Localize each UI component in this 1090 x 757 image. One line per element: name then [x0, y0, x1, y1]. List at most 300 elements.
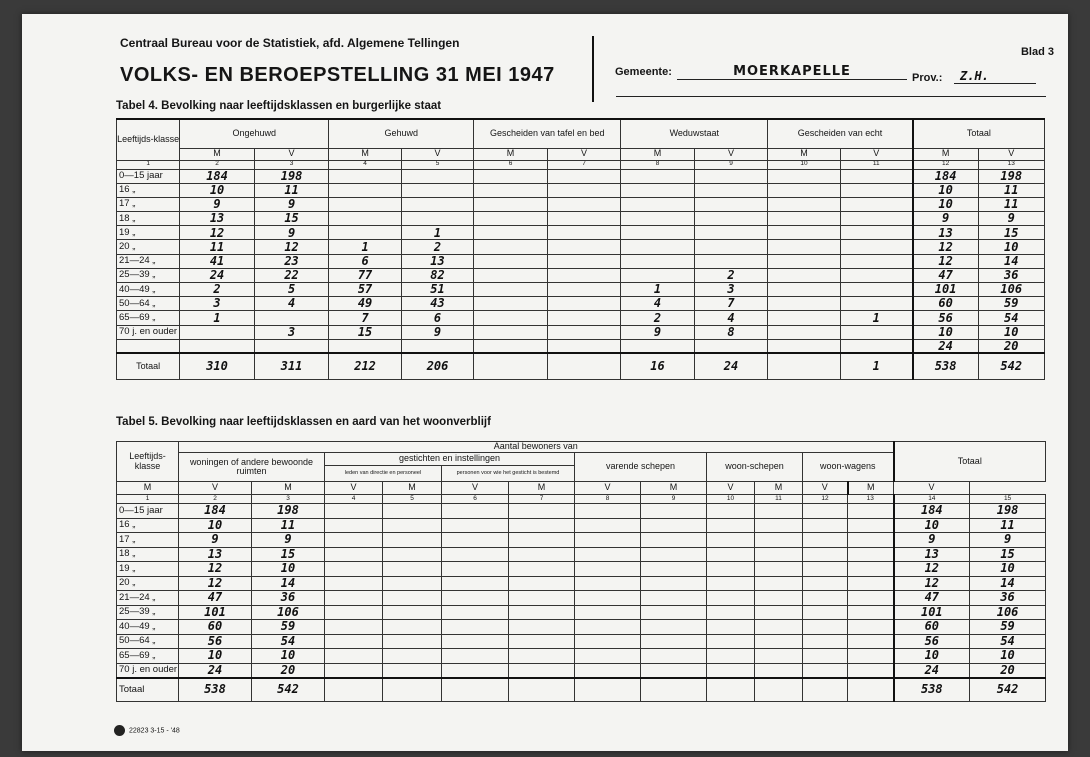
t5-cell — [442, 576, 509, 591]
t4-cell — [474, 339, 548, 353]
t4-cell — [547, 254, 621, 268]
t4-group-totaal: Totaal — [913, 119, 1045, 148]
t5-column-number: 9 — [641, 495, 707, 504]
t5-cell — [509, 663, 575, 678]
t4-age-label: 40—49 „ — [117, 283, 180, 297]
table-row — [117, 183, 1045, 197]
t4-age-label: 25—39 „ — [117, 268, 180, 282]
table-row — [117, 169, 1045, 183]
t5-cell — [383, 634, 442, 649]
t4-age-label: 16 „ — [117, 183, 180, 197]
t5-cell — [575, 518, 641, 533]
t4-cell — [840, 169, 912, 183]
t5-m: M — [509, 482, 575, 495]
table-row — [117, 634, 1046, 649]
t4-total-cell: 1 — [840, 353, 912, 379]
t5-cell — [509, 533, 575, 548]
t4-cell — [840, 283, 912, 297]
t5-cell — [383, 504, 442, 519]
t4-column-number: 1 — [117, 160, 180, 169]
t5-age-label: 40—49 „ — [117, 620, 179, 635]
t5-cell — [325, 620, 383, 635]
t5-cell — [442, 591, 509, 606]
t5-cell — [641, 620, 707, 635]
t4-cell: 9 — [180, 197, 255, 211]
t4-cell: 184 — [913, 169, 978, 183]
t5-cell — [575, 547, 641, 562]
t5-cell: 11 — [252, 518, 325, 533]
t5-total-cell — [575, 678, 641, 702]
t5-cell — [755, 533, 803, 548]
t5-cell: 12 — [894, 562, 970, 577]
t5-cell — [383, 562, 442, 577]
t4-cell — [621, 183, 695, 197]
t5-total-cell — [509, 678, 575, 702]
t5-total-cell: 538 — [179, 678, 252, 702]
t4-column-number: 2 — [180, 160, 255, 169]
t4-cell — [621, 268, 695, 282]
t5-cell: 184 — [894, 504, 970, 519]
t4-column-number: 12 — [913, 160, 978, 169]
t5-cell — [641, 649, 707, 664]
t5-column-number: 7 — [509, 495, 575, 504]
total-row — [117, 353, 1045, 379]
t4-cell: 5 — [254, 283, 329, 297]
t5-total-cell: 542 — [252, 678, 325, 702]
t5-cell — [641, 504, 707, 519]
t5-group-woonwagens: woon-wagens — [803, 453, 894, 482]
t5-cell — [325, 634, 383, 649]
t5-v: V — [894, 482, 970, 495]
t4-m: M — [180, 148, 255, 160]
t4-total-cell: 311 — [254, 353, 329, 379]
t5-age-label: 25—39 „ — [117, 605, 179, 620]
t4-cell: 2 — [401, 240, 473, 254]
t5-cell — [442, 663, 509, 678]
t5-cell: 24 — [179, 663, 252, 678]
t4-cell: 3 — [694, 283, 768, 297]
print-code-text: 22823 3-15 - '48 — [129, 727, 180, 735]
t5-cell: 198 — [252, 504, 325, 519]
t4-cell — [329, 169, 401, 183]
t4-cell: 106 — [978, 283, 1044, 297]
t5-cell — [442, 533, 509, 548]
t5-group-woningen: woningen of andere bewoonde ruimten — [179, 453, 325, 482]
t5-cell: 12 — [179, 576, 252, 591]
t4-cell: 57 — [329, 283, 401, 297]
t5-cell: 20 — [970, 663, 1046, 678]
t4-age-label: 19 „ — [117, 226, 180, 240]
t5-cell — [575, 591, 641, 606]
t4-total-cell — [474, 353, 548, 379]
t4-v: V — [840, 148, 912, 160]
t4-m: M — [768, 148, 840, 160]
t4-total-cell: 212 — [329, 353, 401, 379]
t5-cell — [442, 547, 509, 562]
t5-cell: 13 — [894, 547, 970, 562]
t4-total-cell: 206 — [401, 353, 473, 379]
t4-cell — [621, 240, 695, 254]
t5-cell: 10 — [252, 562, 325, 577]
t5-sub-bestemd: personen voor wie het gesticht is bestemd — [442, 466, 575, 482]
t4-cell — [180, 339, 255, 353]
t5-cell: 101 — [894, 605, 970, 620]
t4-cell: 24 — [913, 339, 978, 353]
t5-total-cell — [707, 678, 755, 702]
t5-group-totaal: Totaal — [894, 442, 1046, 482]
t5-cell — [641, 663, 707, 678]
t4-cell — [768, 339, 840, 353]
t4-cell: 9 — [401, 325, 473, 339]
t5-cell — [803, 649, 848, 664]
t5-cell — [325, 663, 383, 678]
t4-cell: 198 — [254, 169, 329, 183]
t5-cell — [575, 634, 641, 649]
t5-cell: 9 — [252, 533, 325, 548]
t5-cell — [442, 562, 509, 577]
t4-cell: 24 — [180, 268, 255, 282]
t4-cell: 184 — [180, 169, 255, 183]
t5-cell — [803, 576, 848, 591]
province-field[interactable]: Z.H. — [954, 69, 1036, 84]
t5-cell — [848, 562, 894, 577]
gemeente-label: Gemeente: — [615, 66, 672, 78]
t4-cell — [474, 240, 548, 254]
t5-cell — [575, 576, 641, 591]
t5-cell: 198 — [970, 504, 1046, 519]
t4-cell — [768, 169, 840, 183]
table-row — [117, 311, 1045, 325]
t4-column-number: 10 — [768, 160, 840, 169]
t5-age-label: 19 „ — [117, 562, 179, 577]
t4-cell — [474, 226, 548, 240]
t5-cell: 54 — [252, 634, 325, 649]
t4-age-label: 70 j. en ouder — [117, 325, 180, 339]
table-row — [117, 547, 1046, 562]
t4-cell: 15 — [254, 212, 329, 226]
t5-age-header: Leeftijds-klasse — [117, 442, 179, 482]
t5-cell — [803, 562, 848, 577]
t5-cell — [383, 649, 442, 664]
t5-cell — [641, 518, 707, 533]
t4-cell — [840, 240, 912, 254]
t4-m: M — [913, 148, 978, 160]
t4-cell — [621, 339, 695, 353]
t4-age-label — [117, 339, 180, 353]
t4-cell — [180, 325, 255, 339]
table-row — [117, 339, 1045, 353]
t4-m: M — [329, 148, 401, 160]
t5-column-number: 12 — [803, 495, 848, 504]
t5-m: M — [252, 482, 325, 495]
t4-cell: 101 — [913, 283, 978, 297]
t4-group-gescheiden-echt: Gescheiden van echt — [768, 119, 913, 148]
t4-cell: 4 — [694, 311, 768, 325]
t5-cell — [442, 634, 509, 649]
t4-cell — [768, 226, 840, 240]
t4-cell: 1 — [329, 240, 401, 254]
t4-cell — [547, 240, 621, 254]
form-title: VOLKS- EN BEROEPSTELLING 31 MEI 1947 — [120, 64, 555, 86]
t4-cell: 11 — [978, 183, 1044, 197]
t5-cell — [509, 504, 575, 519]
t4-cell: 1 — [180, 311, 255, 325]
t4-cell: 20 — [978, 339, 1044, 353]
t5-cell — [803, 533, 848, 548]
t5-cell — [755, 649, 803, 664]
t4-cell: 12 — [913, 254, 978, 268]
t4-cell: 12 — [913, 240, 978, 254]
t4-cell: 12 — [180, 226, 255, 240]
t4-cell: 6 — [401, 311, 473, 325]
t5-cell — [803, 547, 848, 562]
t5-cell: 15 — [970, 547, 1046, 562]
t5-total-cell — [442, 678, 509, 702]
t4-cell — [547, 226, 621, 240]
t4-cell — [621, 226, 695, 240]
table-row — [117, 504, 1046, 519]
t5-total-cell — [848, 678, 894, 702]
t4-m: M — [621, 148, 695, 160]
t5-cell — [509, 649, 575, 664]
t4-cell: 4 — [254, 297, 329, 311]
t4-cell: 36 — [978, 268, 1044, 282]
t4-cell — [401, 212, 473, 226]
t4-total-label: Totaal — [117, 353, 180, 379]
t5-v: V — [442, 482, 509, 495]
t5-cell: 59 — [252, 620, 325, 635]
t4-cell — [547, 197, 621, 211]
t4-cell — [474, 183, 548, 197]
t4-age-label: 65—69 „ — [117, 311, 180, 325]
t4-v: V — [978, 148, 1044, 160]
t5-column-number: 2 — [179, 495, 252, 504]
t5-m: M — [383, 482, 442, 495]
t5-column-number: 5 — [383, 495, 442, 504]
t5-cell — [707, 591, 755, 606]
t4-cell — [768, 297, 840, 311]
t5-cell: 184 — [179, 504, 252, 519]
t4-cell — [547, 212, 621, 226]
t4-column-number: 4 — [329, 160, 401, 169]
t5-cell — [755, 518, 803, 533]
t5-cell — [325, 562, 383, 577]
t5-v: V — [707, 482, 755, 495]
table-row — [117, 240, 1045, 254]
t5-cell — [707, 620, 755, 635]
t5-total-cell: 538 — [894, 678, 970, 702]
t5-cell — [509, 547, 575, 562]
t4-cell — [474, 297, 548, 311]
t5-cell: 14 — [252, 576, 325, 591]
t5-cell — [383, 576, 442, 591]
t5-cell — [575, 504, 641, 519]
t4-cell: 11 — [180, 240, 255, 254]
t4-cell — [694, 226, 768, 240]
gemeente-field[interactable]: MOERKAPELLE — [677, 64, 907, 80]
t4-cell — [474, 212, 548, 226]
t4-cell: 7 — [694, 297, 768, 311]
t4-cell: 56 — [913, 311, 978, 325]
t5-cell: 101 — [179, 605, 252, 620]
t4-cell: 51 — [401, 283, 473, 297]
t4-cell — [329, 212, 401, 226]
t4-cell: 12 — [254, 240, 329, 254]
t4-cell — [840, 339, 912, 353]
t4-cell: 11 — [978, 197, 1044, 211]
t4-cell: 13 — [913, 226, 978, 240]
t4-cell — [768, 183, 840, 197]
t5-cell — [641, 634, 707, 649]
t4-cell: 10 — [913, 325, 978, 339]
t5-cell — [707, 605, 755, 620]
t4-cell — [401, 197, 473, 211]
t5-total-cell: 542 — [970, 678, 1046, 702]
t5-cell — [803, 634, 848, 649]
t4-cell — [768, 197, 840, 211]
t4-cell: 77 — [329, 268, 401, 282]
t4-cell — [474, 325, 548, 339]
t5-column-number: 11 — [755, 495, 803, 504]
t5-cell — [803, 620, 848, 635]
t5-cell — [755, 591, 803, 606]
table5-title: Tabel 5. Bevolking naar leeftijdsklassen en aard van het woonverblijf — [116, 416, 491, 428]
t4-cell — [694, 254, 768, 268]
t5-total-cell — [803, 678, 848, 702]
t5-cell: 36 — [252, 591, 325, 606]
t5-cell — [509, 620, 575, 635]
t5-cell: 10 — [970, 649, 1046, 664]
t4-v: V — [547, 148, 621, 160]
t5-cell — [707, 504, 755, 519]
t5-cell — [383, 518, 442, 533]
t5-age-label: 18 „ — [117, 547, 179, 562]
t4-cell — [768, 283, 840, 297]
t4-total-cell — [547, 353, 621, 379]
t4-cell: 13 — [180, 212, 255, 226]
table-row — [117, 325, 1045, 339]
t5-cell — [848, 649, 894, 664]
t4-cell: 10 — [978, 240, 1044, 254]
t4-cell — [694, 339, 768, 353]
t4-cell — [547, 339, 621, 353]
t5-cell — [707, 562, 755, 577]
t4-cell — [840, 212, 912, 226]
t4-cell — [254, 339, 329, 353]
t5-column-number: 8 — [575, 495, 641, 504]
t4-total-cell: 538 — [913, 353, 978, 379]
t5-cell: 59 — [970, 620, 1046, 635]
t5-cell — [755, 663, 803, 678]
t5-age-label: 65—69 „ — [117, 649, 179, 664]
t4-cell: 1 — [401, 226, 473, 240]
t4-m: M — [474, 148, 548, 160]
t5-cell: 47 — [894, 591, 970, 606]
t5-cell — [848, 504, 894, 519]
t4-column-number: 8 — [621, 160, 695, 169]
t5-cell: 36 — [970, 591, 1046, 606]
t5-cell: 20 — [252, 663, 325, 678]
t5-cell: 60 — [894, 620, 970, 635]
t5-m: M — [117, 482, 179, 495]
t5-group-varende: varende schepen — [575, 453, 707, 482]
t4-cell: 15 — [978, 226, 1044, 240]
t4-cell — [329, 197, 401, 211]
t4-group-ongehuwd: Ongehuwd — [180, 119, 329, 148]
table-row — [117, 663, 1046, 678]
t5-cell — [575, 649, 641, 664]
t5-cell: 10 — [970, 562, 1046, 577]
t5-cell — [755, 562, 803, 577]
t4-cell — [621, 169, 695, 183]
t5-age-label: 50—64 „ — [117, 634, 179, 649]
t5-cell — [755, 547, 803, 562]
t5-cell — [575, 663, 641, 678]
t4-column-number: 9 — [694, 160, 768, 169]
table-row — [117, 576, 1046, 591]
t4-cell — [768, 325, 840, 339]
t4-cell: 59 — [978, 297, 1044, 311]
t5-cell — [325, 547, 383, 562]
t4-cell: 10 — [978, 325, 1044, 339]
t5-cell — [848, 634, 894, 649]
t4-cell: 15 — [329, 325, 401, 339]
t4-cell — [768, 240, 840, 254]
t5-group-gestichten: gestichten en instellingen — [325, 453, 575, 466]
t4-cell — [768, 212, 840, 226]
t5-group-woonschepen: woon-schepen — [707, 453, 803, 482]
t4-cell — [840, 325, 912, 339]
table4 — [116, 118, 1045, 380]
t4-cell: 10 — [913, 197, 978, 211]
t5-column-number: 6 — [442, 495, 509, 504]
bureau-heading: Centraal Bureau voor de Statistiek, afd. Algemene Tellingen — [120, 36, 460, 50]
table-row — [117, 212, 1045, 226]
t4-cell: 43 — [401, 297, 473, 311]
t5-cell: 56 — [179, 634, 252, 649]
t5-total-cell — [383, 678, 442, 702]
t5-age-label: 20 „ — [117, 576, 179, 591]
page-number: Blad 3 — [1020, 46, 1054, 58]
t5-cell — [755, 605, 803, 620]
t5-column-number: 4 — [325, 495, 383, 504]
t5-cell — [383, 605, 442, 620]
t5-age-label: 17 „ — [117, 533, 179, 548]
t4-cell: 49 — [329, 297, 401, 311]
t5-cell — [803, 591, 848, 606]
t4-cell — [621, 212, 695, 226]
t4-cell: 11 — [254, 183, 329, 197]
t5-cell — [575, 605, 641, 620]
t4-cell — [547, 169, 621, 183]
t5-cell — [755, 504, 803, 519]
t5-cell — [575, 533, 641, 548]
t5-cell: 14 — [970, 576, 1046, 591]
t4-v: V — [694, 148, 768, 160]
table-row — [117, 283, 1045, 297]
t5-cell: 106 — [970, 605, 1046, 620]
total-row — [117, 678, 1046, 702]
t4-column-number: 13 — [978, 160, 1044, 169]
t5-v: V — [575, 482, 641, 495]
t4-age-label: 21—24 „ — [117, 254, 180, 268]
t4-cell: 9 — [621, 325, 695, 339]
t4-v: V — [254, 148, 329, 160]
t5-cell — [707, 663, 755, 678]
t4-cell: 9 — [978, 212, 1044, 226]
t4-cell — [694, 240, 768, 254]
t5-cell: 12 — [894, 576, 970, 591]
